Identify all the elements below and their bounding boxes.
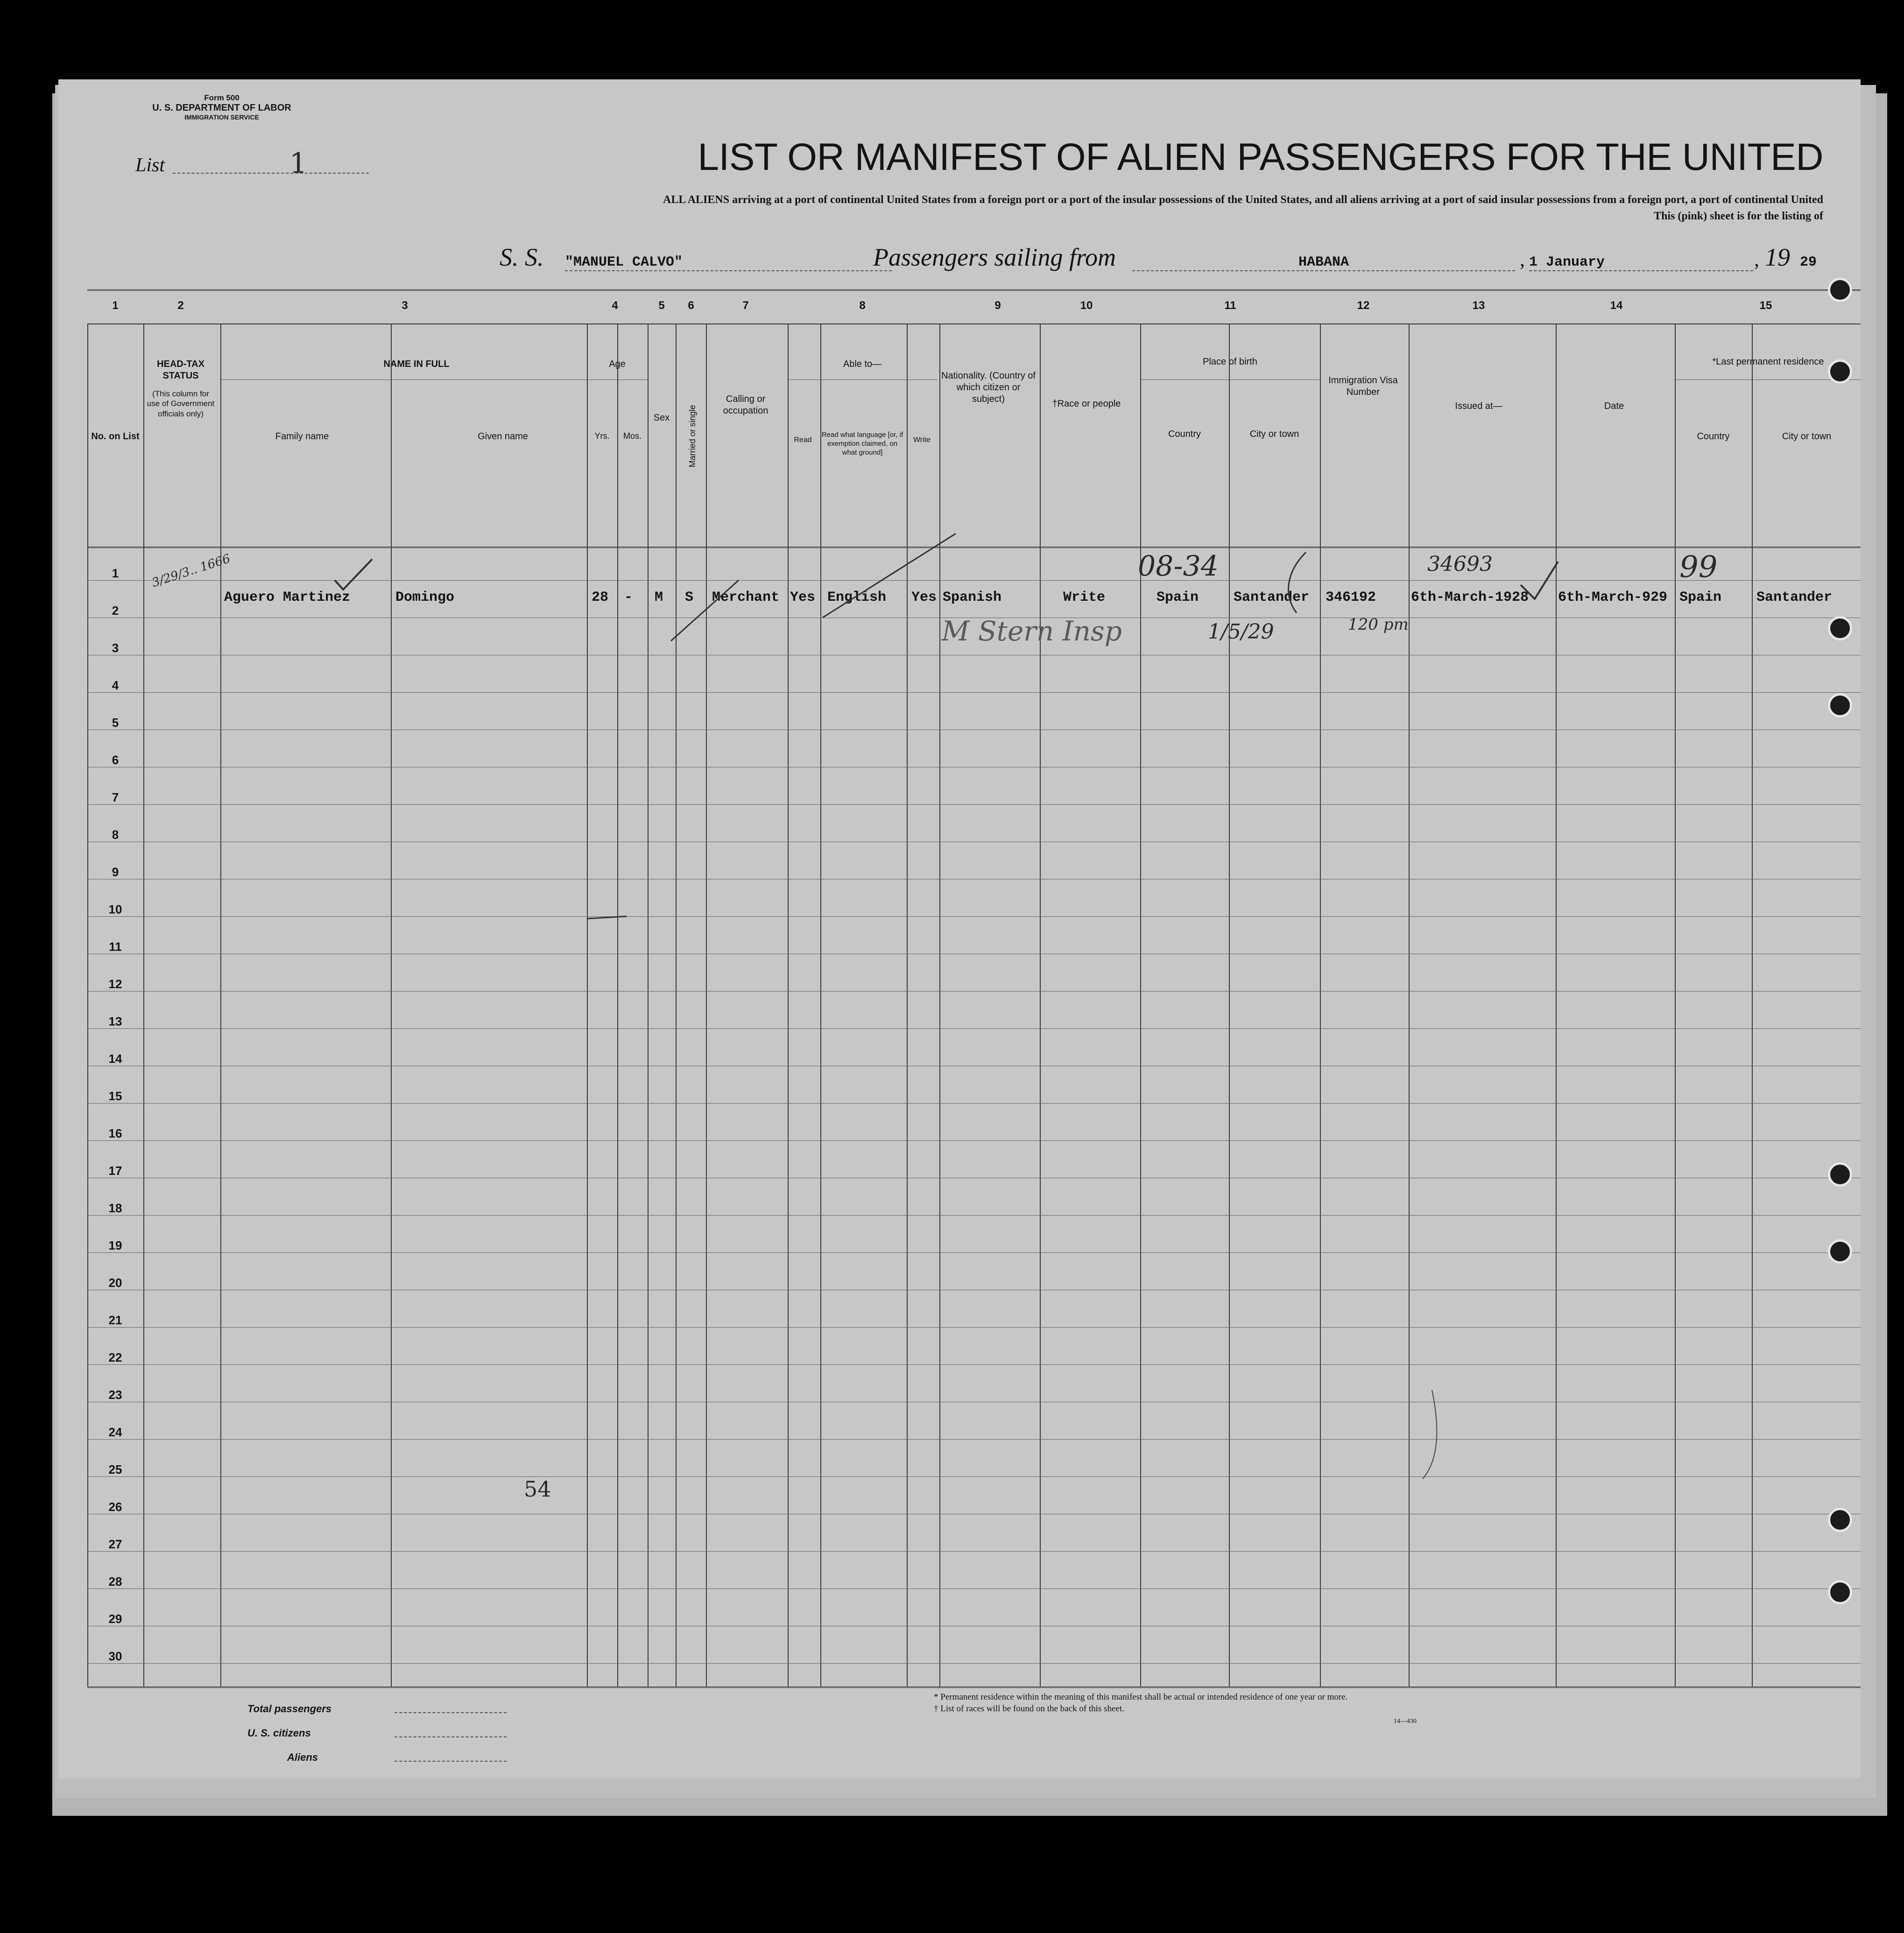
header-write: Write — [913, 436, 931, 444]
header-head-tax-note: (This column for use of Government officials only) — [147, 389, 215, 418]
row-number: 28 — [108, 1575, 122, 1589]
row-number: 10 — [108, 902, 122, 916]
row-number: 12 — [108, 977, 122, 991]
manifest-table — [87, 289, 1861, 1663]
binder-hole — [1828, 1239, 1852, 1264]
col-number: 7 — [742, 299, 749, 312]
inspector-notation: M Stern Insp — [942, 615, 1122, 647]
header-read: Read — [794, 436, 812, 444]
time-notation: 120 pm — [1348, 615, 1409, 634]
row-number: 15 — [108, 1089, 122, 1103]
us-citizens-label: U. S. citizens — [247, 1727, 311, 1739]
header-birth-city: City or town — [1249, 429, 1299, 439]
row-number: 22 — [108, 1350, 122, 1364]
year-value: 29 — [1800, 254, 1817, 270]
header-head-tax: HEAD-TAX STATUS — [157, 359, 205, 381]
aliens-label: Aliens — [287, 1751, 318, 1763]
header-no-on-list: No. on List — [91, 431, 140, 442]
header-mos: Mos. — [623, 431, 642, 441]
nationality-cell: Spanish — [943, 590, 1002, 605]
row-number: 19 — [108, 1238, 122, 1252]
visa-number-cell: 346192 — [1326, 590, 1376, 605]
col-number: 13 — [1472, 299, 1485, 312]
pencil-stroke — [823, 534, 956, 618]
birth-annotation: 08-34 — [1138, 550, 1219, 583]
binder-hole — [1828, 359, 1852, 384]
departure-date: 1 January — [1529, 254, 1753, 271]
row-number: 29 — [108, 1612, 122, 1626]
departure-port: HABANA — [1132, 254, 1515, 271]
binder-hole — [1828, 1162, 1852, 1187]
page-title: LIST OR MANIFEST OF ALIEN PASSENGERS FOR THE UNITED — [698, 136, 1823, 178]
age-mos-cell: - — [624, 590, 633, 605]
binder-hole — [1828, 1508, 1852, 1532]
header-yrs: Yrs. — [594, 431, 610, 441]
header-read-what: Read what language [or, if exemption claimed, on what ground] — [821, 431, 903, 457]
header-date: Date — [1604, 401, 1624, 411]
binder-hole — [1828, 616, 1852, 640]
col-number: 3 — [402, 299, 408, 312]
language-cell: English — [827, 590, 887, 605]
row-number: 24 — [108, 1425, 122, 1439]
header-place-of-birth: Place of birth — [1203, 357, 1257, 367]
write-cell: Yes — [911, 590, 937, 605]
residence-annotation: 99 — [1679, 550, 1718, 584]
sailing-label: Passengers sailing from — [873, 243, 1116, 271]
header-able-to: Able to— — [843, 359, 882, 369]
row-number: 14 — [108, 1052, 122, 1066]
row-number: 9 — [112, 865, 119, 879]
total-passengers-label: Total passengers — [247, 1703, 332, 1715]
res-country-cell: Spain — [1679, 590, 1722, 605]
header-married: Married or single — [687, 405, 697, 468]
binder-hole — [1828, 1580, 1852, 1604]
footnote-races: † List of races will be found on the back of this sheet. — [934, 1704, 1124, 1714]
race-cell: Write — [1063, 590, 1106, 605]
row-number: 27 — [108, 1537, 122, 1551]
col-number: 8 — [859, 299, 866, 312]
given-name-cell: Domingo — [395, 590, 455, 605]
header-birth-country: Country — [1168, 429, 1201, 439]
col-number: 4 — [612, 299, 618, 312]
ship-name: "MANUEL CALVO" — [565, 254, 892, 271]
list-value: 1 — [289, 147, 308, 180]
read-cell: Yes — [790, 590, 816, 605]
sex-cell: M — [655, 590, 663, 605]
col-number: 9 — [994, 299, 1001, 312]
check-mark — [335, 559, 372, 590]
row-number: 16 — [108, 1126, 122, 1140]
header-calling: Calling or occupation — [723, 394, 769, 416]
footer — [58, 1648, 1861, 1778]
row-number: 25 — [108, 1462, 122, 1476]
col-number: 15 — [1759, 299, 1772, 312]
col-number: 12 — [1357, 299, 1370, 312]
binder-hole — [1828, 278, 1852, 302]
row-number: 18 — [108, 1201, 122, 1215]
pencil-stroke — [1423, 1390, 1437, 1479]
family-name-cell: Aguero Martinez — [224, 590, 351, 605]
binder-hole — [1828, 693, 1852, 717]
res-city-cell: Santander — [1756, 590, 1833, 605]
header-family-name: Family name — [275, 431, 329, 442]
manifest-sheet — [58, 79, 1861, 1778]
header-issued-at: Issued at— — [1455, 401, 1502, 411]
header-nationality: Nationality. (Country of which citizen or subject) — [941, 371, 1036, 404]
row-number: 17 — [108, 1164, 122, 1178]
row-number: 21 — [108, 1313, 122, 1327]
col-number: 14 — [1610, 299, 1623, 312]
list-label: List — [135, 155, 165, 176]
us-citizens-field — [395, 1736, 507, 1737]
footnote-residence: * Permanent residence within the meaning of this manifest shall be actual or intended residence of one year or more. — [934, 1692, 1348, 1702]
header-res-city: City or town — [1782, 431, 1832, 442]
col-number: 10 — [1080, 299, 1093, 312]
aliens-field — [395, 1761, 507, 1762]
comma-mark: , — [1520, 248, 1525, 271]
service: IMMIGRATION SERVICE — [184, 113, 259, 121]
header-visa: Immigration Visa Number — [1328, 375, 1398, 397]
col-number: 11 — [1224, 299, 1236, 312]
row-number: 8 — [112, 828, 119, 842]
department: U. S. DEPARTMENT OF LABOR — [152, 102, 291, 113]
married-cell: S — [685, 590, 694, 605]
header-sex: Sex — [653, 413, 670, 423]
issued-at-cell: 6th-March-1928 — [1411, 590, 1529, 605]
row-number: 5 — [112, 716, 119, 730]
year-label: 19 — [1765, 243, 1790, 271]
row-number: 30 — [108, 1649, 122, 1663]
list-field — [173, 147, 369, 180]
pencil-stroke — [587, 916, 627, 919]
row-number: 7 — [112, 790, 119, 804]
comma-mark: , — [1754, 248, 1759, 271]
col-number: 2 — [177, 299, 184, 312]
header-last-residence: *Last permanent residence — [1712, 357, 1824, 367]
row-number: 3 — [112, 641, 119, 655]
col-number: 1 — [112, 299, 119, 312]
subtitle-1: ALL ALIENS arriving at a port of continental United States from a foreign port or a port of the insular possessions of the United States, and all aliens arriving at a port of said insular possessions from a foreign port, a port of continental United — [663, 194, 1823, 206]
header-race: †Race or people — [1052, 399, 1121, 409]
date-notation: 1/5/29 — [1208, 620, 1274, 644]
total-passengers-field — [395, 1712, 507, 1713]
pencil-stroke — [671, 580, 739, 641]
form-number: Form 500 — [204, 93, 240, 102]
occupation-cell: Merchant — [712, 590, 780, 605]
header-name-in-full: NAME IN FULL — [383, 359, 450, 369]
birth-country-cell: Spain — [1157, 590, 1199, 605]
page-mark: 54 — [524, 1476, 551, 1502]
date-cell: 6th-March-929 — [1558, 590, 1668, 605]
visa-annotation: 34693 — [1427, 552, 1493, 576]
ss-label: S. S. — [500, 243, 544, 271]
row-number: 13 — [108, 1014, 122, 1028]
pencil-marks — [87, 291, 1861, 1649]
header-given-name: Given name — [478, 431, 528, 442]
header-res-country: Country — [1697, 431, 1730, 442]
col-number: 5 — [658, 299, 665, 312]
row-number: 26 — [108, 1500, 122, 1514]
subtitle-2: This (pink) sheet is for the listing of — [1654, 210, 1823, 222]
check-mark — [1521, 562, 1558, 599]
head-tax-handwriting: 3/29/3.. 1666 — [150, 551, 233, 590]
row-number: 6 — [112, 753, 119, 767]
age-yrs-cell: 28 — [592, 590, 609, 605]
row-number: 11 — [109, 940, 122, 954]
col-number: 6 — [688, 299, 694, 312]
form-header — [135, 93, 308, 121]
form-code: 14—430 — [1394, 1718, 1417, 1725]
row-number: 4 — [112, 678, 119, 692]
row-number: 1 — [112, 566, 119, 580]
header-age: Age — [609, 359, 626, 369]
row-number: 2 — [112, 604, 119, 618]
row-number: 23 — [108, 1388, 122, 1402]
row-number: 20 — [108, 1276, 122, 1290]
pencil-stroke — [1289, 552, 1306, 613]
birth-city-cell: Santander — [1234, 590, 1310, 605]
